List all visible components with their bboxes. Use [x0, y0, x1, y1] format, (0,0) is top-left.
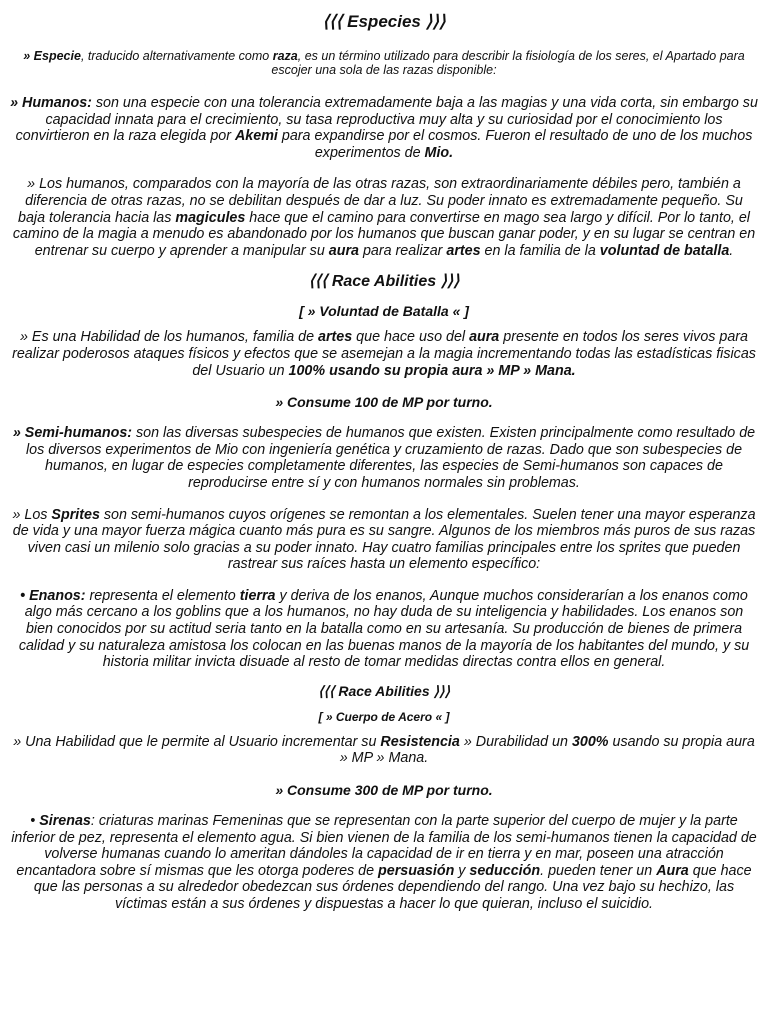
heading-cuerpo-de-acero: [ » Cuerpo de Acero « ]	[318, 709, 450, 724]
heading-voluntad-de-batalla: [ » Voluntad de Batalla « ]	[299, 303, 469, 320]
consume-100-mp: » Consume 100 de MP por turno.	[275, 394, 493, 411]
heading-especies: ⟨⟨⟨ Especies ⟩⟩⟩	[322, 12, 446, 31]
paragraph-cuerpo-de-acero: » Una Habilidad que le permite al Usuario incrementar su Resistencia » Durabilidad un 300% usando su propia aura » MP » Mana.	[13, 733, 755, 767]
heading-race-abilities-1: ⟨⟨⟨ Race Abilities ⟩⟩⟩	[308, 273, 460, 291]
paragraph-humanos-detalle: » Los humanos, comparados con la mayoría de las otras razas, son extraordinariamente débiles pero, también a diferencia de otras razas, no se debilitan después de dar a luz. Su poder innato es extremadamente pequeño. Su baja tolerancia hacia las magicules hace que el camino para convertirse en mago sea largo y difícil. Por lo tanto, el camino de la magia a menudo es abandonado por los humanos que buscan ganar poder, y en su lugar se centran en entrenar su cuerpo y aprender a manipular su aura para realizar artes en la familia de la voluntad de batalla.	[12, 176, 756, 259]
paragraph-sprites: » Los Sprites son semi-humanos cuyos orígenes se remontan a los elementales. Suelen tener una mayor esperanza de vida y una mayor fuerza mágica cuanto más pura es su sangre. Algunos de los miembros más puros de sus razas viven casi un milenio solo gracias a su poder innato. Hay cuatro familias principales entre los sprites que pueden rastrear sus raíces hasta un elemento específico:	[12, 506, 756, 573]
consume-300-mp: » Consume 300 de MP por turno.	[275, 782, 493, 799]
paragraph-especie-intro: » Especie, traducido alternativamente como raza, es un término utilizado para describir la fisiología de los seres, el Apartado para escojer una sola de las razas disponible:	[23, 49, 745, 77]
heading-race-abilities-2: ⟨⟨⟨ Race Abilities ⟩⟩⟩	[318, 682, 450, 699]
paragraph-semi-humanos: » Semi-humanos: son las diversas subespecies de humanos que existen. Existen principalmente como resultado de los diversos experimentos de Mio con ingeniería genética y cruzamiento de razas. Dado que son subespecies de humanos, en lugar de especies completamente diferentes, las especies de Semi-humanos son capaces de reproducirse entre sí y con humanos normales sin problemas.	[12, 425, 756, 491]
paragraph-voluntad-de-batalla: » Es una Habilidad de los humanos, familia de artes que hace uso del aura presente en todos los seres vivos para realizar poderosos ataques físicos y efectos que se asemejan a la magia incrementando todas las estadísticas fisicas del Usuario un 100% usando su propia aura » MP » Mana.	[12, 329, 756, 379]
paragraph-enanos: • Enanos: representa el elemento tierra y deriva de los enanos, Aunque muchos considerarían a los enanos como algo más cercano a los goblins que a los humanos, no hay duda de su inteligencia y habilidades. Los enanos son bien conocidos por su actitud seria tanto en la batalla como en su artesanía. Su producción de bienes de primera calidad y su naturaleza amistosa los colocan en las buenas manos de la mayoría de los habitantes del mundo, y su historia militar invicta disuade al resto de tomar medidas directas contra ellos en general.	[18, 587, 750, 671]
paragraph-sirenas: • Sirenas: criaturas marinas Femeninas que se representan con la parte superior del cuerpo de mujer y la parte inferior de pez, representa el elemento agua. Si bien vienen de la familia de los semi-humanos tienen la capacidad de volverse humanas cuando lo ameritan dándoles la capacidad de ir en tierra y en mar, poseen una atracción encantadora sobre sí mismas que les otorga poderes de persuasión y seducción. pueden tener un Aura que hace que las personas a su alrededor obedezcan sus órdenes dependiendo del rango. Una vez bajo su hechizo, las víctimas están a sus órdenes y dispuestas a hacer lo que quieran, incluso el suicidio.	[11, 813, 757, 912]
document-page	[10, 0, 758, 913]
paragraph-humanos: » Humanos: son una especie con una tolerancia extremadamente baja a las magias y una vida corta, sin embargo su capacidad innata para el crecimiento, su tasa reproductiva muy alta y su curiosidad por el conocimiento los convirtieron en la raza elegida por Akemi para expandirse por el cosmos. Fueron el resultado de uno de los muchos experimentos de Mio.	[10, 95, 758, 161]
